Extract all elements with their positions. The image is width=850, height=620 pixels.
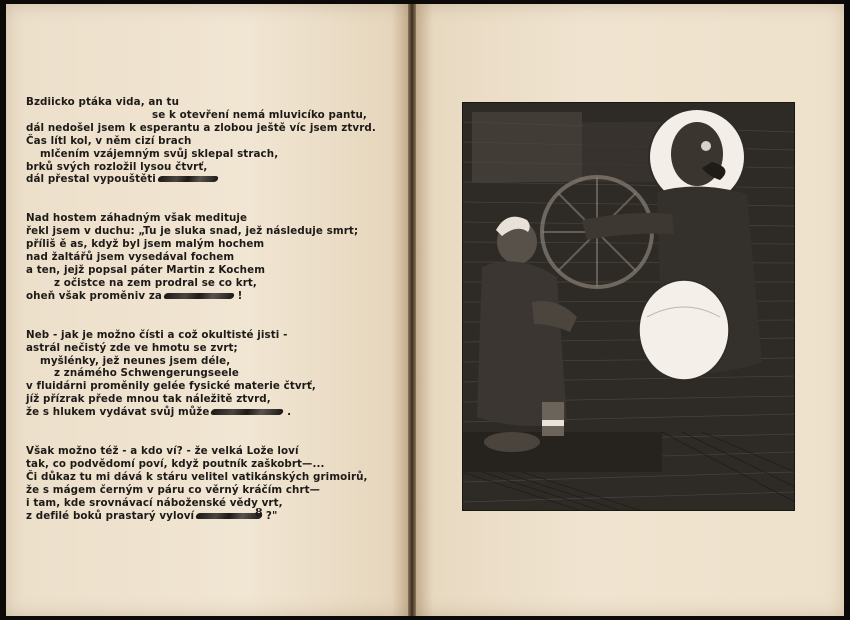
poem-line: [26, 510, 396, 523]
poem-line-text: brků svých rozložil lysou čtvrť,: [26, 160, 208, 173]
line-trailing-punctuation: ?": [262, 509, 278, 522]
poem-line: [26, 212, 396, 225]
poem-line-text: nad žaltářů jsem vysedával fochem: [26, 251, 235, 264]
poem-line: [26, 342, 396, 355]
poem-line: [26, 225, 396, 238]
page-number: 8: [255, 506, 263, 519]
poem-line-text: Čas lítl kol, v něm cizí brach: [26, 134, 192, 147]
poem-line: [26, 406, 396, 419]
poem-text: [26, 96, 396, 548]
stanza: [26, 445, 396, 522]
poem-line: [26, 264, 396, 277]
poem-line: [26, 109, 396, 122]
poem-line-text: řekl jsem v duchu: „Tu je sluka snad, jež následuje smrt;: [26, 225, 359, 238]
poem-line-text: z známého Schwengerungseele: [54, 367, 240, 380]
poem-line-text: dál nedošel jsem k esperantu a zlobou ještě víc jsem ztvrd.: [26, 121, 376, 134]
woodcut-illustration: [462, 102, 795, 511]
poem-line-text: tak, co podvědomí poví, když poutník zaškobrt—...: [26, 457, 325, 470]
censored-scribble: [195, 513, 263, 519]
poem-line: [26, 96, 396, 109]
poem-line-text: z defilé boků prastarý vyloví: [26, 509, 195, 522]
poem-line: [26, 355, 396, 368]
poem-line: [26, 122, 396, 135]
poem-line-text: se k otevření nemá mluvicíko pantu,: [152, 108, 367, 121]
poem-line: [26, 329, 396, 342]
poem-line: [26, 445, 396, 458]
stanza: [26, 329, 396, 419]
poem-line-text: jíž přízrak přede mnou tak náležitě ztvrd,: [26, 393, 271, 406]
poem-line-text: oheň však proměniv za: [26, 289, 162, 302]
poem-line: [26, 458, 396, 471]
poem-line: [26, 393, 396, 406]
poem-line: [26, 238, 396, 251]
poem-line: [26, 380, 396, 393]
poem-line-text: a ten, jejž popsal páter Martin z Kochem: [26, 263, 266, 276]
censored-scribble: [210, 409, 284, 415]
poem-line-text: dál přestal vypouštěti: [26, 173, 156, 186]
line-trailing-punctuation: .: [283, 406, 292, 419]
poem-line: [26, 173, 396, 186]
stanza: [26, 96, 396, 186]
line-trailing-punctuation: !: [233, 289, 243, 302]
poem-line: [26, 367, 396, 380]
poem-line: [26, 148, 396, 161]
poem-line-text: i tam, kde srovnávací náboženské vědy vrt,: [26, 496, 283, 509]
poem-line: [26, 251, 396, 264]
poem-line: [26, 484, 396, 497]
poem-line: [26, 277, 396, 290]
poem-line-text: myšlénky, jež neunes jsem déle,: [40, 354, 231, 367]
left-page: [6, 4, 408, 616]
poem-line: [26, 135, 396, 148]
poem-line-text: Neb - jak je možno čísti a což okultisté jisti -: [26, 328, 288, 341]
stanza: [26, 212, 396, 302]
poem-line-text: Však možno též - a kdo ví? - že velká Lože loví: [26, 445, 299, 458]
poem-line: [26, 290, 396, 303]
poem-line: [26, 471, 396, 484]
poem-line-text: z očistce na zem prodral se co krt,: [54, 276, 257, 289]
poem-line-text: v fluidárni proměnily gelée fysické materie čtvrť,: [26, 380, 316, 393]
book-gutter: [408, 4, 416, 616]
poem-line-text: příliš ě as, když byl jsem malým hochem: [26, 238, 265, 251]
poem-line-text: Bzdiicko ptáka vida, an tu: [26, 96, 180, 108]
poem-line-text: Či důkaz tu mi dává k stáru velitel vatikánských grimoirů,: [26, 470, 368, 483]
poem-line-text: Nad hostem záhadným však medituje: [26, 212, 248, 225]
poem-line-text: že s hlukem vydávat svůj může: [26, 406, 210, 419]
poem-line-text: že s mágem černým v páru co věrný kráčím chrt—: [26, 483, 321, 496]
poem-line: [26, 497, 396, 510]
poem-line-text: astrál nečistý zde ve hmotu se zvrt;: [26, 341, 238, 354]
poem-line: [26, 161, 396, 174]
censored-scribble: [163, 293, 235, 299]
poem-line-text: mlčením vzájemným svůj sklepal strach,: [40, 147, 279, 160]
censored-scribble: [157, 176, 219, 182]
